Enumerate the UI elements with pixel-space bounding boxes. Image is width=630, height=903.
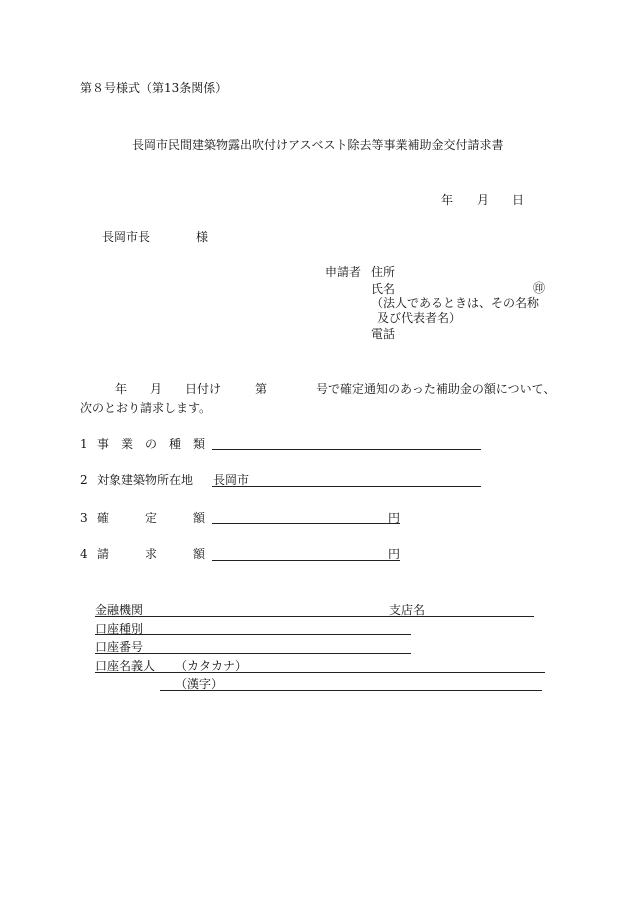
account-holder-kanji-underline: [160, 690, 542, 691]
body-year: 年: [115, 382, 128, 396]
bank-institution-label: 金融機関: [95, 603, 144, 617]
applicant-address-label: 住所: [371, 265, 396, 279]
bank-institution-underline: [95, 616, 534, 617]
item-2-label: 対象建築物所在地: [97, 473, 194, 487]
bank-branch-label: 支店名: [389, 603, 426, 617]
seal-mark: ㊞: [533, 281, 546, 295]
body-sentence: 号で確定通知のあった補助金の額について、: [316, 382, 556, 396]
account-type-underline: [95, 634, 411, 635]
item-4-unit: 円: [388, 547, 401, 561]
applicant-name-label: 氏名: [371, 282, 396, 296]
corp-note-line2: 及び代表者名）: [377, 311, 462, 325]
item-4-label: 請 求 額: [97, 547, 206, 561]
item-3-label: 確 定 額: [97, 511, 206, 525]
item-3-number: 3: [80, 511, 88, 525]
item-2-underline: [212, 486, 481, 487]
body-dated: 日付け: [185, 382, 222, 396]
item-4-underline: [212, 560, 400, 561]
item-1-number: 1: [80, 437, 88, 451]
account-number-label: 口座番号: [95, 640, 144, 654]
account-holder-katakana-underline: [95, 672, 545, 673]
item-3-underline: [212, 523, 400, 524]
body-dai: 第: [255, 382, 268, 396]
account-holder-label: 口座名義人: [95, 659, 156, 673]
item-1-label: 事 業 の 種 類: [97, 437, 206, 451]
item-2-value: 長岡市: [213, 473, 250, 487]
applicant-label: 申請者: [325, 265, 362, 279]
date-day-label: 日: [512, 193, 525, 207]
account-holder-katakana-label: （カタカナ）: [175, 659, 248, 673]
account-type-label: 口座種別: [95, 622, 144, 636]
date-month-label: 月: [477, 193, 490, 207]
account-holder-kanji-label: （漢字）: [175, 677, 224, 691]
page-title: 長岡市民間建築物露出吹付けアスベスト除去等事業補助金交付請求書: [132, 138, 504, 152]
item-2-number: 2: [80, 473, 88, 487]
corp-note-line1: （法人であるときは、その名称: [371, 296, 540, 310]
applicant-phone-label: 電話: [371, 327, 396, 341]
item-1-underline: [212, 449, 481, 450]
item-4-number: 4: [80, 547, 88, 561]
addressee-name: 長岡市長: [102, 230, 151, 244]
body-month: 月: [150, 382, 163, 396]
body-line2: 次のとおり請求します。: [80, 401, 212, 415]
item-3-unit: 円: [388, 511, 401, 525]
addressee-honorific: 様: [196, 230, 209, 244]
account-number-underline: [95, 653, 411, 654]
date-year-label: 年: [441, 193, 454, 207]
form-number: 第８号様式（第13条関係）: [80, 81, 228, 95]
